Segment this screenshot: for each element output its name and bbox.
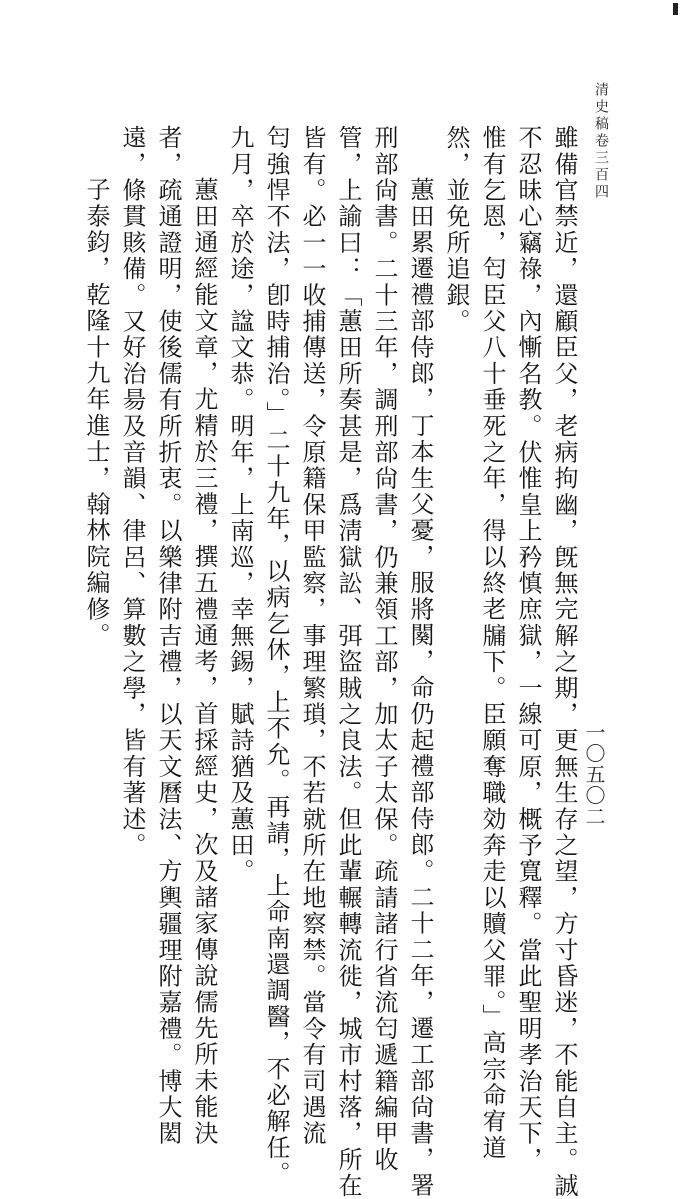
text-column-1: 雖備官禁近，還顧臣父，老病拘幽，旣無完解之期，更無生存之望，方寸昏迷，不能自主。誠 bbox=[550, 125, 578, 1199]
text-column-11: 蕙田通經能文章，尤精於三禮，撰五禮通考，首採經史，次及諸家傳說儒先所未能決 bbox=[190, 177, 218, 1147]
page-number: 一〇五〇二 bbox=[582, 722, 606, 827]
text-column-12: 者，疏通證明，使後儒有所折衷。以樂律附吉禮，以天文曆法、方輿疆理附嘉禮。博大閎 bbox=[154, 125, 182, 1147]
text-column-7: 管，上諭曰：「蕙田所奏甚是，爲淸獄訟、弭盜賊之良法。但此輩輾轉流徙，城市村落，所在 bbox=[334, 125, 362, 1199]
text-column-2: 不忍昧心竊祿，內慚名教。伏惟皇上矜慎庶獄，一線可原，概予寬釋。當此聖明孝治天下， bbox=[514, 125, 542, 1173]
corner-scan-mark bbox=[673, 3, 678, 15]
text-column-5: 蕙田累遷禮部侍郎，丁本生父憂，服將闋，命仍起禮部侍郎。二十二年，遷工部尙書，署 bbox=[406, 177, 434, 1199]
text-column-6: 刑部尙書。二十三年，調刑部尙書，仍兼領工部，加太子太保。疏請諸行省流匄遞籍編甲收 bbox=[370, 125, 398, 1173]
text-column-13: 遠，條貫賅備。又好治昜及音韻、律呂、算數之學，皆有著述。 bbox=[118, 125, 146, 859]
text-column-10: 九月，卒於途，諡文恭。明年，上南巡，幸無錫，賦詩猶及蕙田。 bbox=[226, 125, 254, 885]
text-column-9: 匄強悍不法，卽時捕治。」二十九年，以病乞休，上不允。再請，上命南還調醫，不必解任。 bbox=[262, 125, 290, 1188]
text-column-4: 然，並免所追銀。 bbox=[442, 125, 470, 335]
text-column-3: 惟有乞恩，匄臣父八十垂死之年，得以終老牖下。臣願奪職効奔走以贖父罪。」高宗命宥道 bbox=[478, 125, 506, 1161]
running-title: 清史稿卷三百四 bbox=[593, 82, 609, 201]
text-column-8: 皆有。必一一收捕傳送，令原籍保甲監察，事理繁瑣，不若就所在地察禁。當令有司遇流 bbox=[298, 125, 326, 1147]
text-column-14: 子泰鈞，乾隆十九年進士，翰林院編修。 bbox=[82, 177, 110, 649]
